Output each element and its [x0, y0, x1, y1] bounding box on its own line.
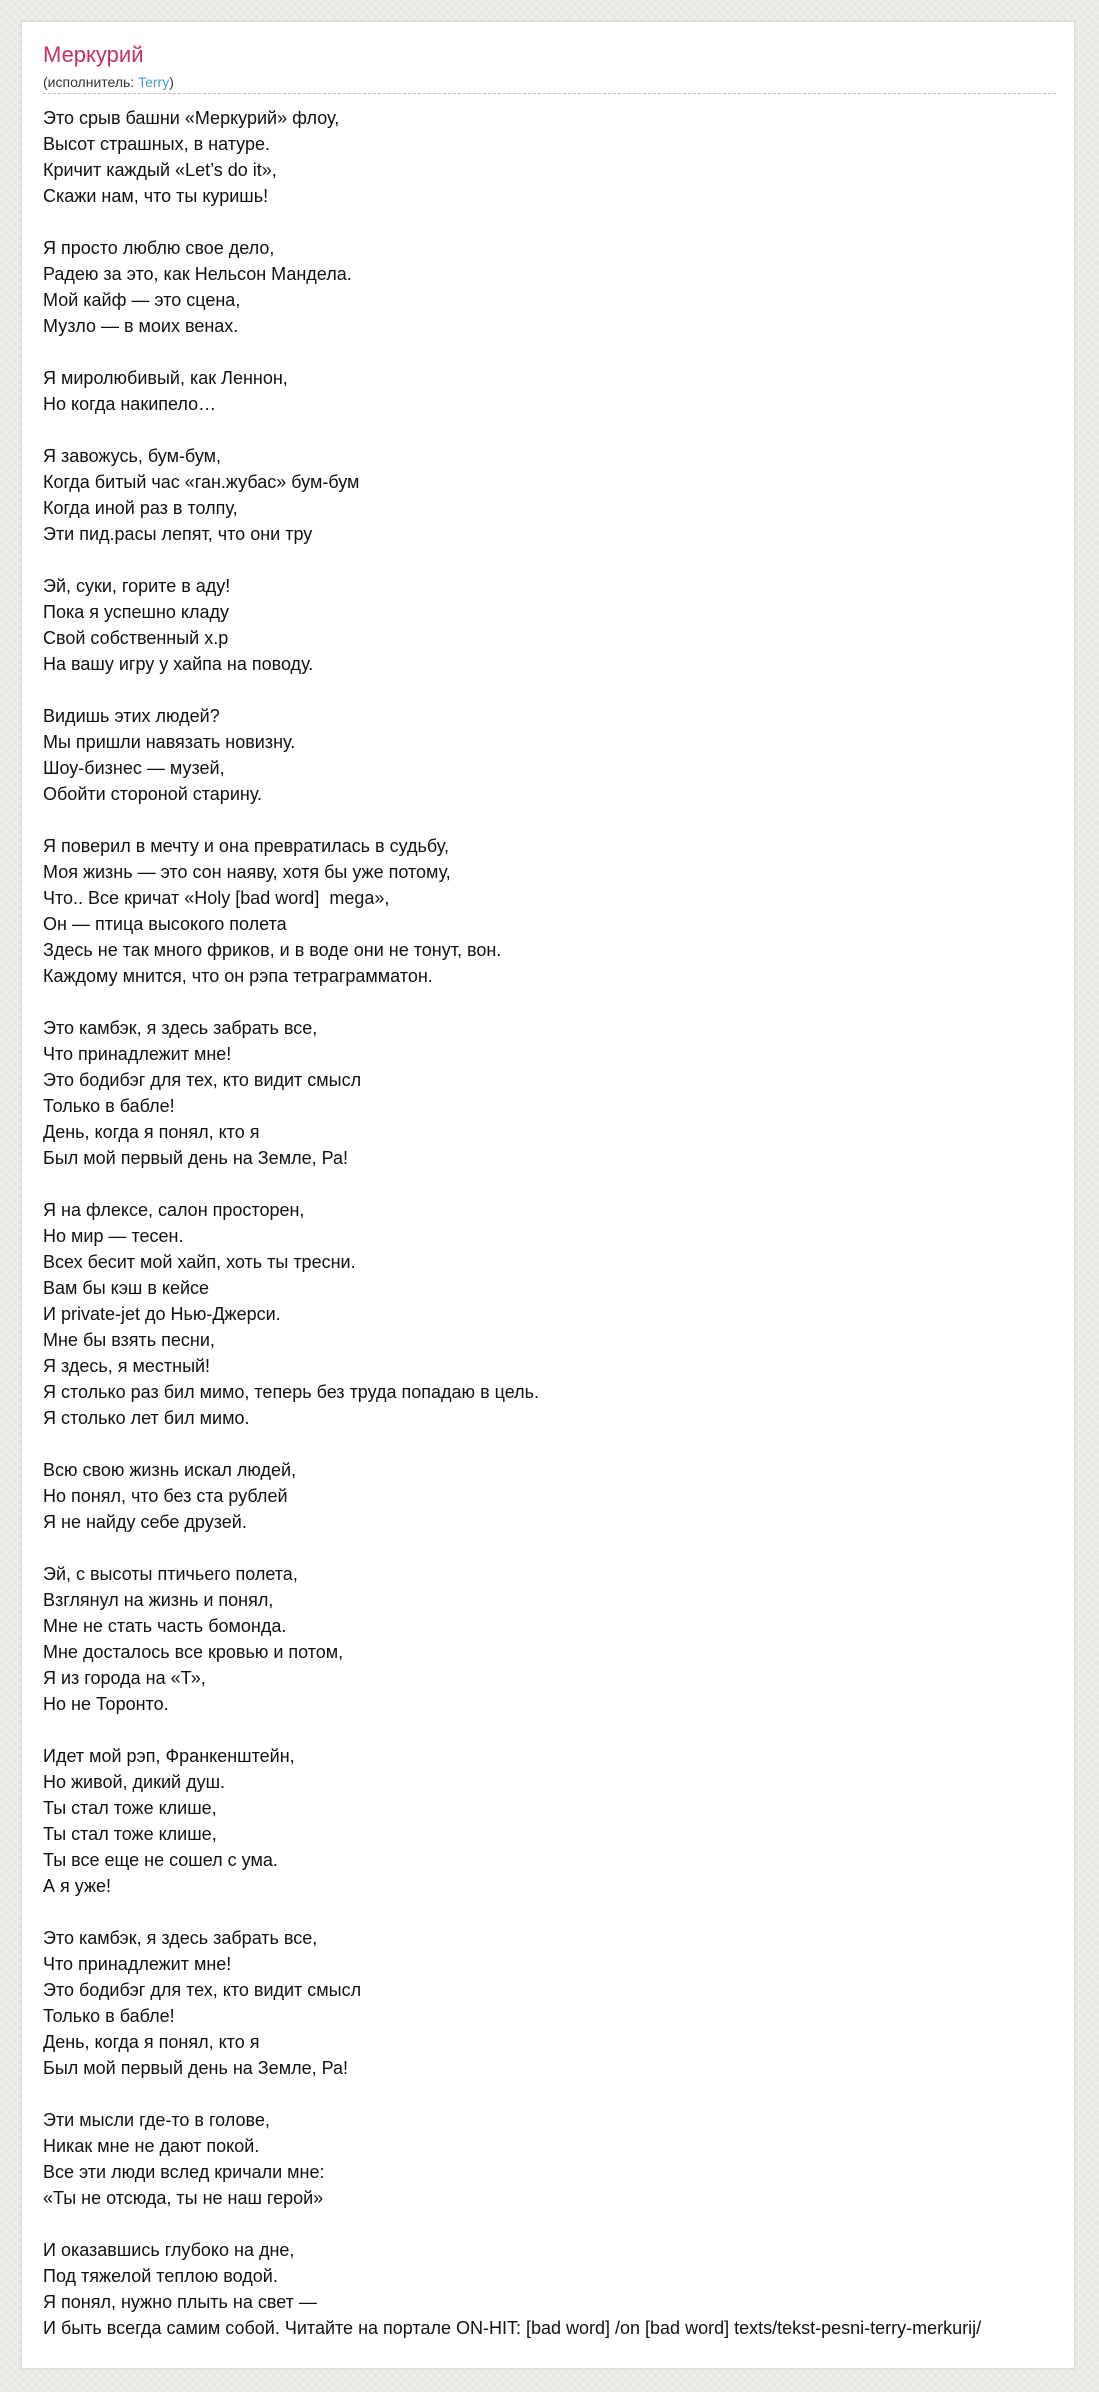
lyrics-line: Шоу-бизнес — музей,	[43, 758, 225, 778]
lyrics-line: Никак мне не дают покой.	[43, 2136, 260, 2156]
lyrics-stanza	[43, 1743, 1073, 1899]
lyrics-line: И private-jet до Нью-Джерси.	[43, 1304, 281, 1324]
lyrics-line: Взглянул на жизнь и понял,	[43, 1590, 274, 1610]
lyrics-line: Когда иной раз в толпу,	[43, 498, 238, 518]
lyrics-stanza	[43, 573, 1073, 677]
lyrics-line: Свой собственный х.р	[43, 628, 229, 648]
lyrics-stanza	[43, 365, 1073, 417]
lyrics-line: Я столько раз бил мимо, теперь без труда попадаю в цель.	[43, 1382, 540, 1402]
lyrics-line: Когда битый час «ган.жубас» бум-бум	[43, 472, 360, 492]
lyrics-line: Видишь этих людей?	[43, 706, 220, 726]
lyrics-line: Мы пришли навязать новизну.	[43, 732, 296, 752]
lyrics-line: Был мой первый день на Земле, Ра!	[43, 1148, 348, 1168]
lyrics-line: Радею за это, как Нельсон Мандела.	[43, 264, 352, 284]
lyrics-line: Мой кайф — это сцена,	[43, 290, 241, 310]
lyrics-line: Высот страшных, в натуре.	[43, 134, 270, 154]
lyrics-line: Обойти стороной старину.	[43, 784, 263, 804]
title-divider	[43, 93, 1056, 94]
lyrics-line: Я столько лет бил мимо.	[43, 1408, 250, 1428]
lyrics-stanza	[43, 235, 1073, 339]
lyrics-line: Но когда накипело…	[43, 394, 217, 414]
lyrics-line: Я здесь, я местный!	[43, 1356, 211, 1376]
lyrics-line: Эй, суки, горите в аду!	[43, 576, 231, 596]
lyrics-line: Эти пид.расы лепят, что они тру	[43, 524, 313, 544]
lyrics-line: Но живой, дикий душ.	[43, 1772, 226, 1792]
lyrics-line: Моя жизнь — это сон наяву, хотя бы уже потому,	[43, 862, 451, 882]
lyrics-line: Я понял, нужно плыть на свет —	[43, 2292, 317, 2312]
lyrics-line: И быть всегда самим собой. Читайте на портале ON-HIT: [bad word] /on [bad word] texts/tekst-pesni-terry-merkurij/	[43, 2318, 982, 2338]
lyrics-line: Эти мысли где-то в голове,	[43, 2110, 270, 2130]
performer-line	[43, 73, 174, 91]
lyrics-line: Здесь не так много фриков, и в воде они не тонут, вон.	[43, 940, 502, 960]
lyrics-stanza	[43, 105, 1073, 209]
lyrics-line: Только в бабле!	[43, 2006, 175, 2026]
lyrics-line: Я просто люблю свое дело,	[43, 238, 275, 258]
song-title: Меркурий	[43, 42, 144, 67]
lyrics-line: Я миролюбивый, как Леннон,	[43, 368, 288, 388]
lyrics-stanza	[43, 2107, 1073, 2211]
lyrics-line: Ты стал тоже клише,	[43, 1798, 217, 1818]
artist-link[interactable]: Terry	[138, 74, 170, 90]
performer-suffix: )	[169, 74, 174, 90]
lyrics-line: Эй, с высоты птичьего полета,	[43, 1564, 298, 1584]
performer-prefix: (исполнитель:	[43, 74, 139, 90]
lyrics-line: Что.. Все кричат «Holy [bad word] mega»,	[43, 888, 390, 908]
lyrics-line: Это бодибэг для тех, кто видит смысл	[43, 1980, 362, 2000]
lyrics-line: «Ты не отсюда, ты не наш герой»	[43, 2188, 324, 2208]
lyrics-line: Это камбэк, я здесь забрать все,	[43, 1928, 318, 1948]
lyrics-card	[21, 21, 1075, 2369]
lyrics-line: Что принадлежит мне!	[43, 1044, 232, 1064]
lyrics-stanza	[43, 1015, 1073, 1171]
lyrics-line: Это срыв башни «Меркурий» флоу,	[43, 108, 340, 128]
lyrics-line: День, когда я понял, кто я	[43, 2032, 260, 2052]
lyrics-line: А я уже!	[43, 1876, 112, 1896]
lyrics-line: Мне досталось все кровью и потом,	[43, 1642, 344, 1662]
lyrics-line: Но мир — тесен.	[43, 1226, 184, 1246]
lyrics-line: Был мой первый день на Земле, Ра!	[43, 2058, 348, 2078]
lyrics-line: Мне не стать часть бомонда.	[43, 1616, 287, 1636]
lyrics-line: Всю свою жизнь искал людей,	[43, 1460, 297, 1480]
lyrics-line: Пока я успешно кладу	[43, 602, 230, 622]
lyrics-stanza	[43, 833, 1073, 989]
lyrics-line: Вам бы кэш в кейсе	[43, 1278, 210, 1298]
lyrics-line: Кричит каждый «Let’s do it»,	[43, 160, 277, 180]
lyrics-line: Я завожусь, бум-бум,	[43, 446, 222, 466]
lyrics-line: Что принадлежит мне!	[43, 1954, 232, 1974]
lyrics-line: Это бодибэг для тех, кто видит смысл	[43, 1070, 362, 1090]
lyrics-line: Но не Торонто.	[43, 1694, 169, 1714]
lyrics-line: Каждому мнится, что он рэпа тетраграмматон.	[43, 966, 433, 986]
lyrics-text	[43, 105, 1073, 2367]
lyrics-line: Он — птица высокого полета	[43, 914, 287, 934]
lyrics-line: Но понял, что без ста рублей	[43, 1486, 288, 1506]
lyrics-line: Я не найду себе друзей.	[43, 1512, 247, 1532]
lyrics-line: На вашу игру у хайпа на поводу.	[43, 654, 314, 674]
lyrics-line: Скажи нам, что ты куришь!	[43, 186, 269, 206]
lyrics-line: И оказавшись глубоко на дне,	[43, 2240, 295, 2260]
lyrics-stanza	[43, 2237, 1073, 2341]
lyrics-line: Я из города на «Т»,	[43, 1668, 206, 1688]
lyrics-line: День, когда я понял, кто я	[43, 1122, 260, 1142]
lyrics-stanza	[43, 1925, 1073, 2081]
lyrics-line: Я на флексе, салон просторен,	[43, 1200, 305, 1220]
lyrics-line: Ты все еще не сошел с ума.	[43, 1850, 278, 1870]
lyrics-line: Я поверил в мечту и она превратилась в судьбу,	[43, 836, 450, 856]
lyrics-line: Всех бесит мой хайп, хоть ты тресни.	[43, 1252, 356, 1272]
lyrics-stanza	[43, 1457, 1073, 1535]
lyrics-stanza	[43, 703, 1073, 807]
lyrics-line: Это камбэк, я здесь забрать все,	[43, 1018, 318, 1038]
lyrics-stanza	[43, 443, 1073, 547]
lyrics-stanza	[43, 1561, 1073, 1717]
lyrics-line: Идет мой рэп, Франкенштейн,	[43, 1746, 295, 1766]
lyrics-line: Ты стал тоже клише,	[43, 1824, 217, 1844]
lyrics-line: Только в бабле!	[43, 1096, 175, 1116]
lyrics-line: Под тяжелой теплою водой.	[43, 2266, 278, 2286]
lyrics-line: Мне бы взять песни,	[43, 1330, 215, 1350]
lyrics-line: Все эти люди вслед кричали мне:	[43, 2162, 325, 2182]
lyrics-stanza	[43, 1197, 1073, 1431]
lyrics-line: Музло — в моих венах.	[43, 316, 239, 336]
